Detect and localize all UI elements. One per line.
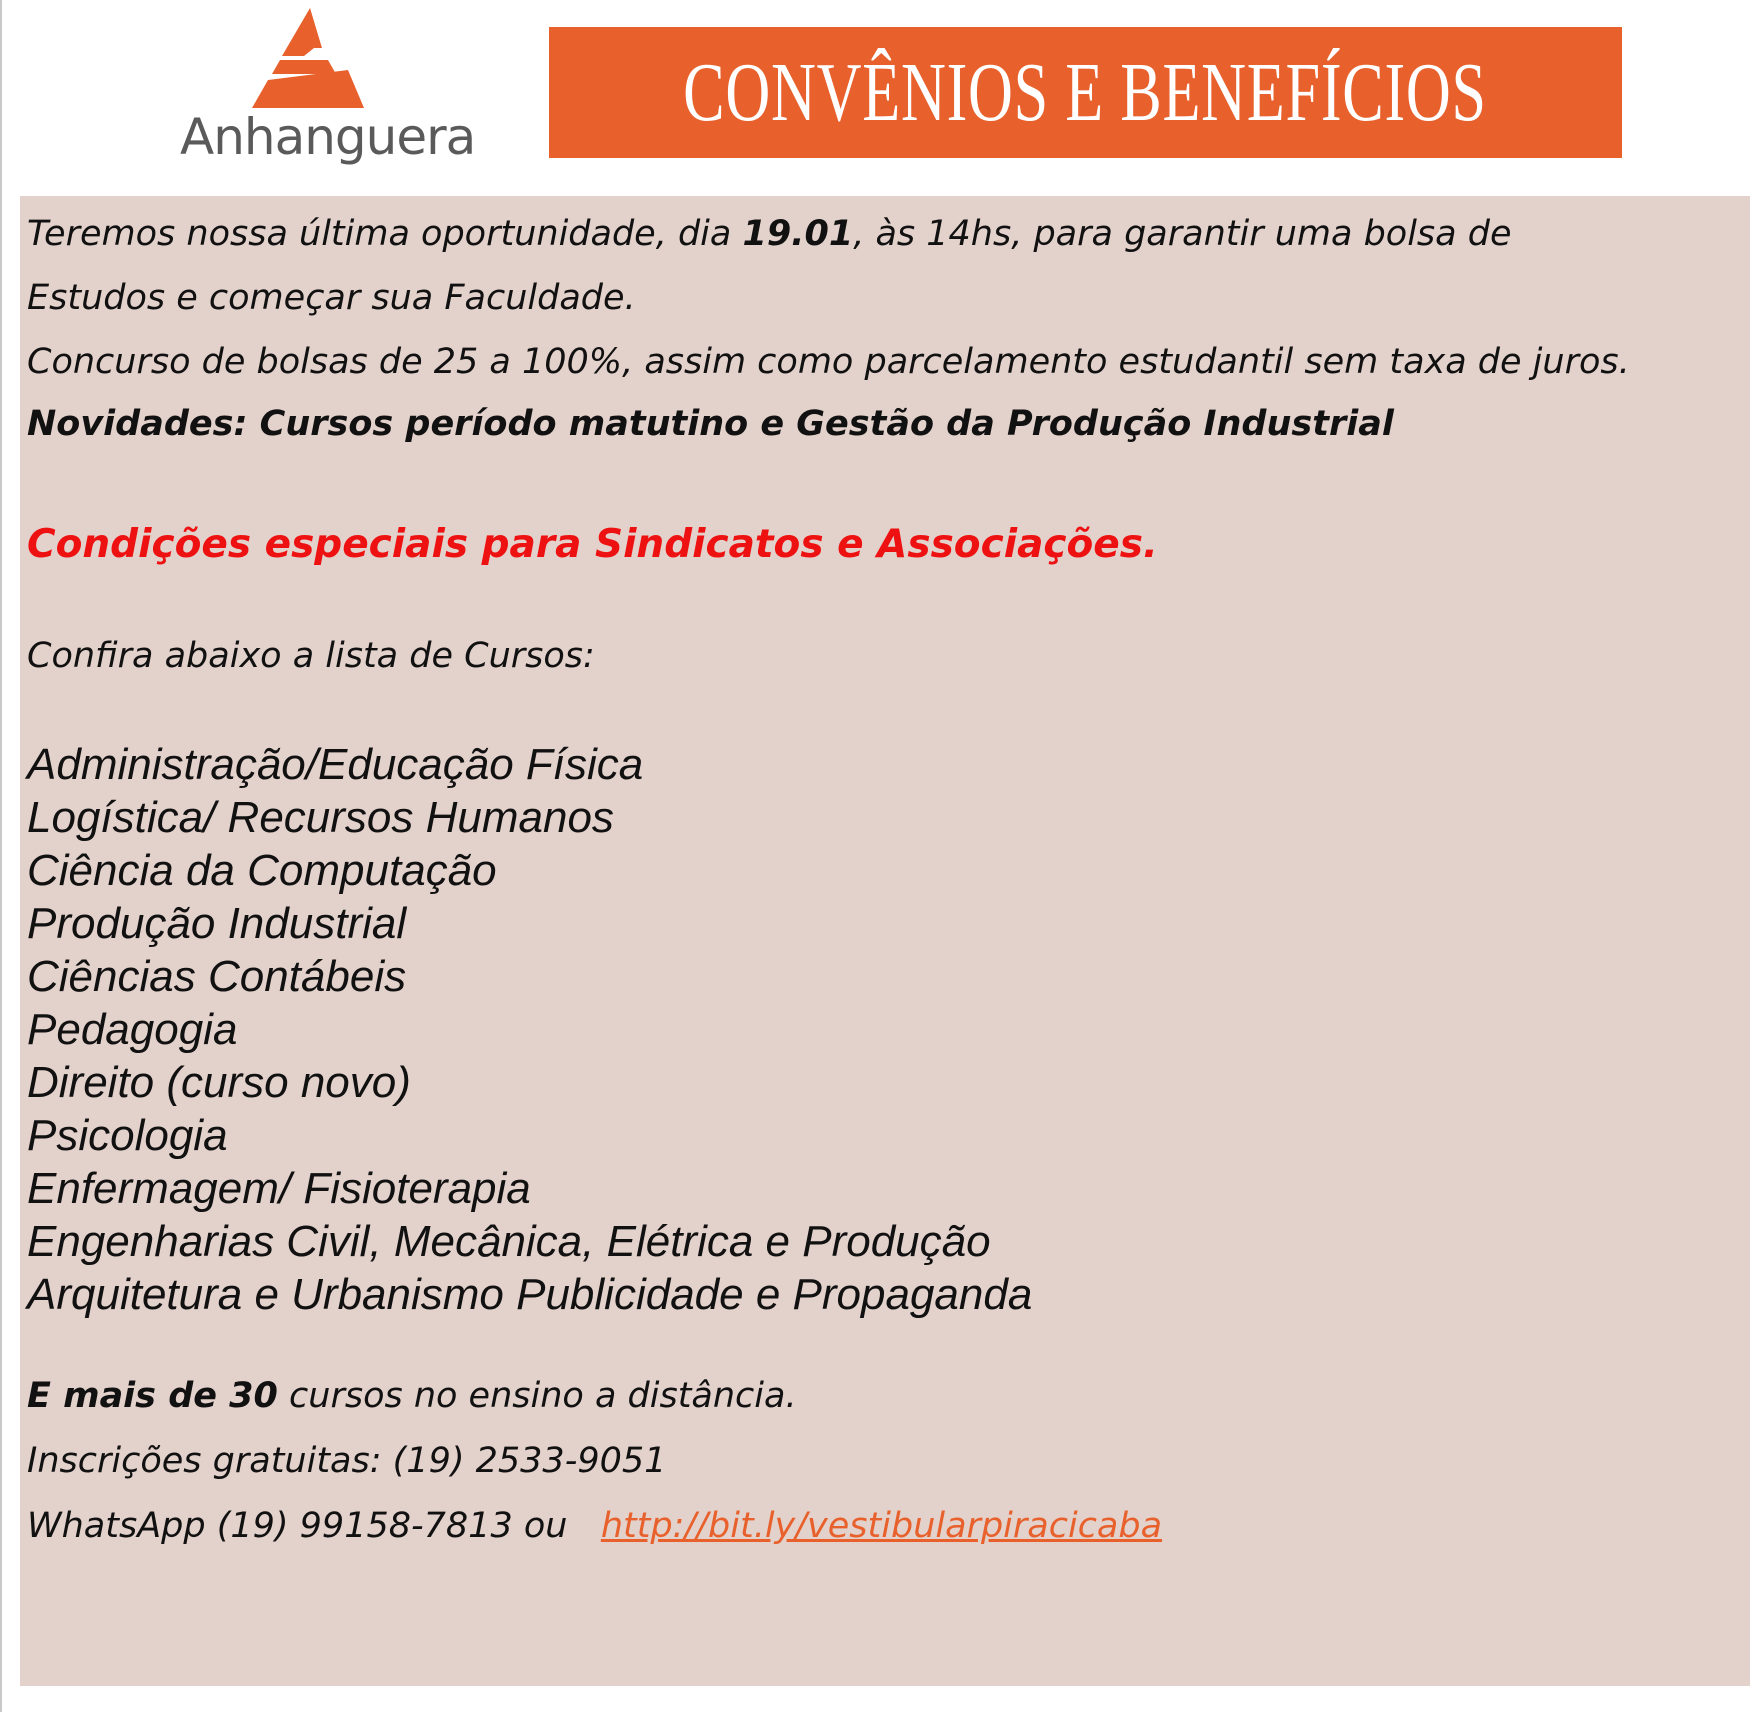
intro-line-1	[27, 214, 1512, 254]
distance-courses-line	[27, 1376, 797, 1416]
intro-line-2: Estudos e começar sua Faculdade.	[27, 278, 636, 318]
course-item: Produção Industrial	[27, 899, 407, 948]
whatsapp-line	[27, 1506, 1162, 1546]
course-item: Arquitetura e Urbanismo Publicidade e Propaganda	[27, 1270, 1033, 1319]
content-panel	[20, 196, 1750, 1686]
distance-courses-count: E mais de 30	[27, 1376, 278, 1416]
page-title: CONVÊNIOS E BENEFÍCIOS	[683, 46, 1488, 139]
intro-text: Teremos nossa última oportunidade, dia	[27, 214, 743, 254]
special-conditions-highlight: Condições especiais para Sindicatos e Associações.	[27, 522, 1158, 567]
whatsapp-text: WhatsApp (19) 99158-7813 ou	[27, 1506, 601, 1546]
event-date: 19.01	[742, 214, 854, 254]
distance-courses-text: cursos no ensino a distância.	[277, 1376, 797, 1416]
anhanguera-logo	[180, 8, 476, 178]
course-item: Engenharias Civil, Mecânica, Elétrica e Produção	[27, 1217, 991, 1266]
course-item: Administração/Educação Física	[27, 740, 644, 789]
course-item: Logística/ Recursos Humanos	[27, 793, 614, 842]
page-left-border	[0, 0, 2, 1712]
title-banner	[549, 27, 1622, 158]
anhanguera-triangle-icon	[252, 8, 368, 108]
courses-heading: Confira abaixo a lista de Cursos:	[27, 636, 595, 676]
intro-line-3: Concurso de bolsas de 25 a 100%, assim como parcelamento estudantil sem taxa de juros.	[27, 342, 1630, 382]
course-item: Pedagogia	[27, 1005, 238, 1054]
course-item: Ciências Contábeis	[27, 952, 407, 1001]
course-item: Psicologia	[27, 1111, 228, 1160]
signup-phone-line: Inscrições gratuitas: (19) 2533-9051	[27, 1441, 667, 1481]
intro-text-cont: , às 14hs, para garantir uma bolsa de	[853, 214, 1512, 254]
vestibular-link[interactable]: http://bit.ly/vestibularpiracicaba	[600, 1506, 1163, 1546]
course-item: Ciência da Computação	[27, 846, 497, 895]
logo-wordmark: Anhanguera	[180, 108, 476, 166]
course-item: Enfermagem/ Fisioterapia	[27, 1164, 531, 1213]
news-line: Novidades: Cursos período matutino e Gestão da Produção Industrial	[27, 404, 1394, 444]
course-item: Direito (curso novo)	[27, 1058, 411, 1107]
